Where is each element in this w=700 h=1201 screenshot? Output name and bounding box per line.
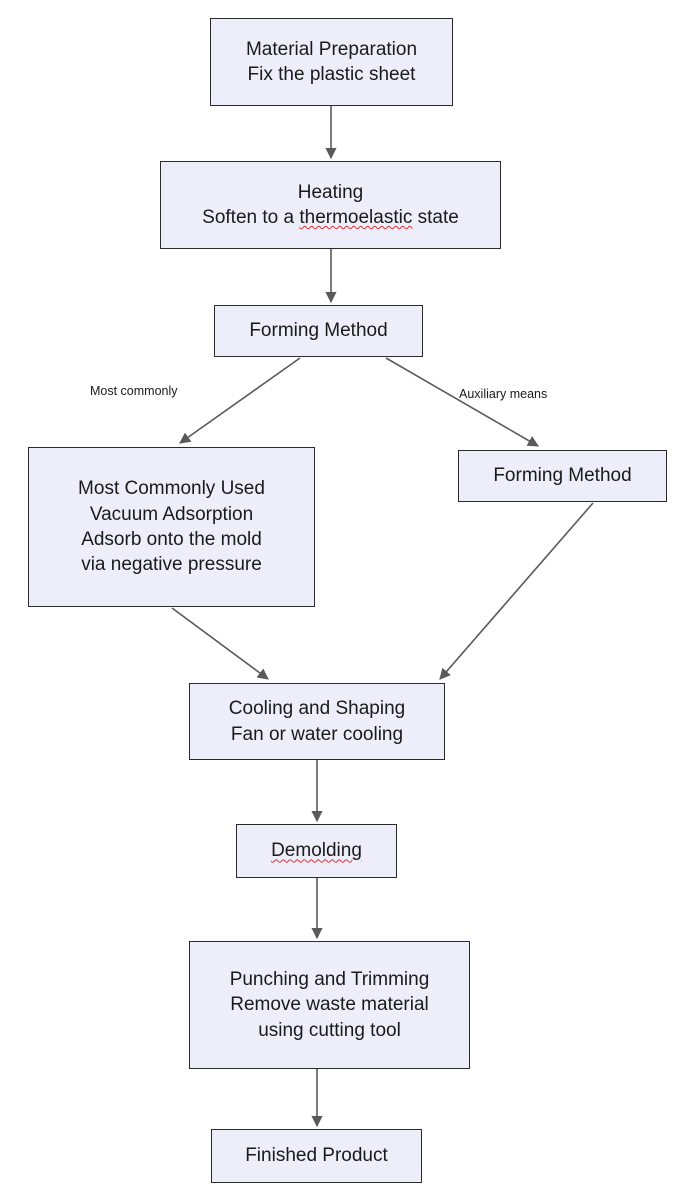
node-line: Heating	[297, 181, 364, 203]
node-line: Fan or water cooling	[230, 723, 404, 745]
node-punching-and-trimming[interactable]	[189, 941, 470, 1069]
node-demolding[interactable]	[236, 824, 397, 878]
node-line: Demolding	[271, 840, 362, 862]
node-line: Fix the plastic sheet	[247, 64, 416, 85]
node-line: Material Preparation	[245, 38, 418, 60]
node-line: using cutting tool	[258, 1019, 401, 1041]
node-finished-product[interactable]	[211, 1129, 422, 1183]
edge-forming-to-forming2	[386, 358, 538, 446]
node-line: Soften to a thermoelastic state	[202, 207, 459, 228]
node-line: Forming Method	[493, 465, 632, 487]
node-forming-method-2[interactable]	[458, 450, 667, 502]
node-heating[interactable]	[160, 161, 501, 249]
node-line: Adsorb onto the mold	[81, 529, 262, 550]
node-line: Punching and Trimming	[229, 969, 430, 991]
node-cooling-and-shaping[interactable]	[189, 683, 445, 760]
node-line: via negative pressure	[81, 554, 262, 576]
edge-forming-to-vacuum	[180, 358, 300, 443]
node-line: Finished Product	[245, 1145, 388, 1167]
misspelled-word: thermoelastic	[299, 207, 413, 228]
edge-forming2-to-cooling	[440, 503, 593, 679]
node-line: Cooling and Shaping	[228, 698, 406, 720]
node-vacuum-adsorption[interactable]	[28, 447, 315, 607]
edge-label-most-commonly: Most commonly	[90, 384, 178, 398]
node-line: Most Commonly Used	[78, 478, 265, 500]
node-forming-method-1[interactable]	[214, 305, 423, 357]
edge-vacuum-to-cooling	[172, 608, 268, 679]
node-material-preparation[interactable]	[210, 18, 453, 106]
node-line: Forming Method	[249, 320, 388, 342]
node-line: Remove waste material	[230, 994, 429, 1016]
node-line: Vacuum Adsorption	[89, 503, 254, 525]
edge-label-auxiliary-means: Auxiliary means	[459, 387, 548, 401]
